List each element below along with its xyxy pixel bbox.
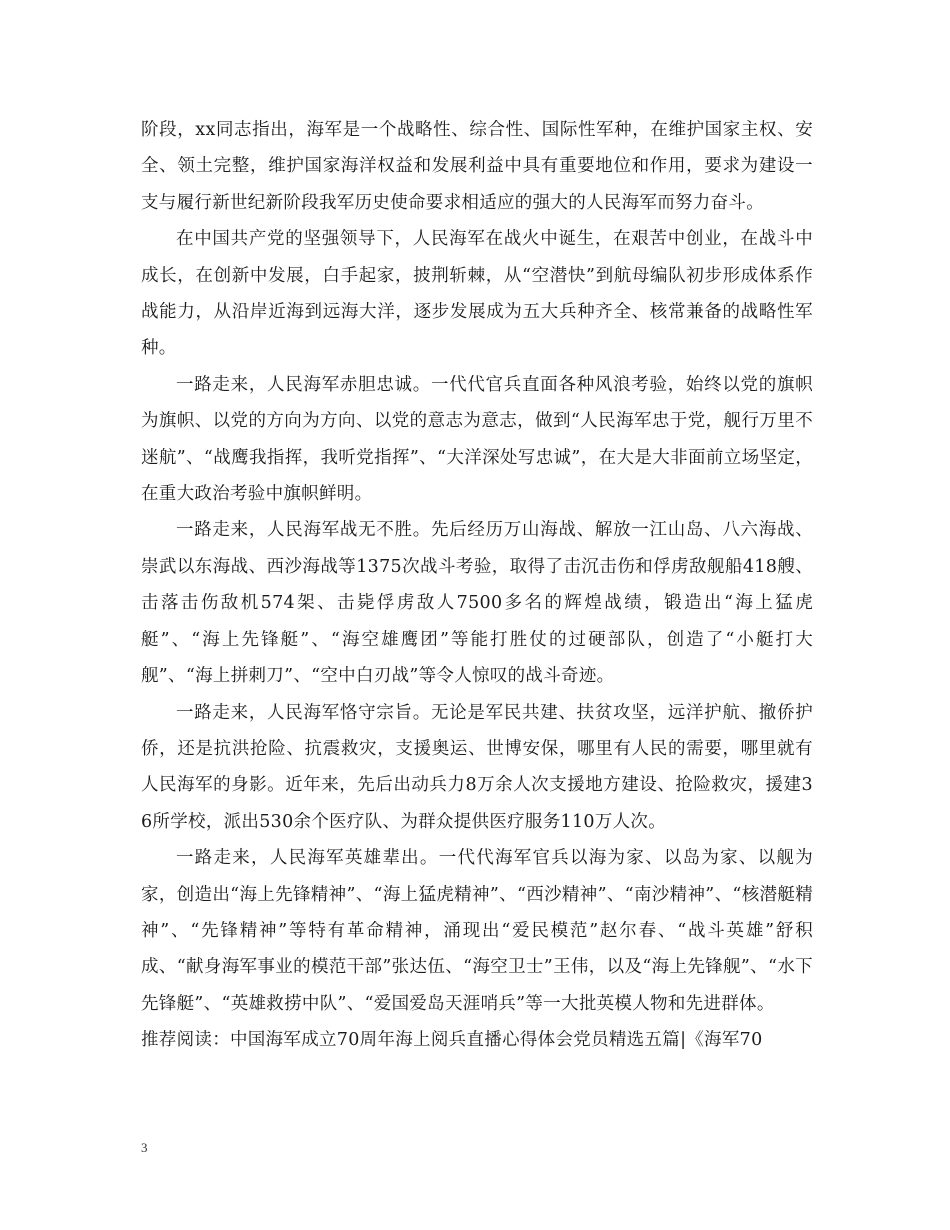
recommended-reading-link[interactable]: 推荐阅读：中国海军成立70周年海上阅兵直播心得体会党员精选五篇|《海军70 (141, 1030, 763, 1051)
page-number: 3 (141, 1140, 148, 1155)
paragraph-continuation: 阶段，xx同志指出，海军是一个战略性、综合性、国际性军种，在维护国家主权、安全、领土完整，维护国家海洋权益和发展利益中具有重要地位和作用，要求为建设一支与履行新世纪新阶段我军历史使命要求相适应的强大的人民海军而努力奋斗。 (141, 120, 813, 213)
paragraph-party-leadership: 在中国共产党的坚强领导下，人民海军在战火中诞生，在艰苦中创业，在战斗中成长，在创新中发展，白手起家，披荆斩棘，从“空潜快”到航母编队初步形成体系作战能力，从沿岸近海到远海大洋，逐步发展成为五大兵种齐全、核常兼备的战略性军种。 (141, 229, 813, 359)
body-text (141, 112, 813, 1059)
paragraph-service: 一路走来，人民海军恪守宗旨。无论是军民共建、扶贫攻坚，远洋护航、撤侨护侨，还是抗洪抢险、抗震救灾，支援奥运、世博安保，哪里有人民的需要，哪里就有人民海军的身影。近年来，先后出动兵力8万余人次支援地方建设、抢险救灾，援建36所学校，派出530余个医疗队、为群众提供医疗服务110万人次。 (141, 702, 813, 832)
paragraph-heroes: 一路走来，人民海军英雄辈出。一代代海军官兵以海为家、以岛为家、以舰为家，创造出“海上先锋精神”、“海上猛虎精神”、“西沙精神”、“南沙精神”、“核潜艇精神”、“先锋精神”等特有革命精神，涌现出“爱民模范”赵尔春、“战斗英雄”舒积成、“献身海军事业的模范干部”张达伍、“海空卫士”王伟，以及“海上先锋舰”、“水下先锋艇”、“英雄救捞中队”、“爱国爱岛天涯哨兵”等一大批英模人物和先进群体。 (141, 848, 813, 1014)
paragraph-loyalty: 一路走来，人民海军赤胆忠诚。一代代官兵直面各种风浪考验，始终以党的旗帜为旗帜、以党的方向为方向、以党的意志为意志，做到“人民海军忠于党，舰行万里不迷航”、“战鹰我指挥，我听党指挥”、“大洋深处写忠诚”，在大是大非面前立场坚定，在重大政治考验中旗帜鲜明。 (141, 374, 813, 505)
paragraph-victories: 一路走来，人民海军战无不胜。先后经历万山海战、解放一江山岛、八六海战、崇武以东海战、西沙海战等1375次战斗考验，取得了击沉击伤和俘虏敌舰船418艘、击落击伤敌机574架、击毙俘虏敌人7500多名的辉煌战绩，锻造出“海上猛虎艇”、“海上先锋艇”、“海空雄鹰团”等能打胜仗的过硬部队，创造了“小艇打大舰”、“海上拼刺刀”、“空中白刃战”等令人惊叹的战斗奇迹。 (141, 520, 813, 687)
